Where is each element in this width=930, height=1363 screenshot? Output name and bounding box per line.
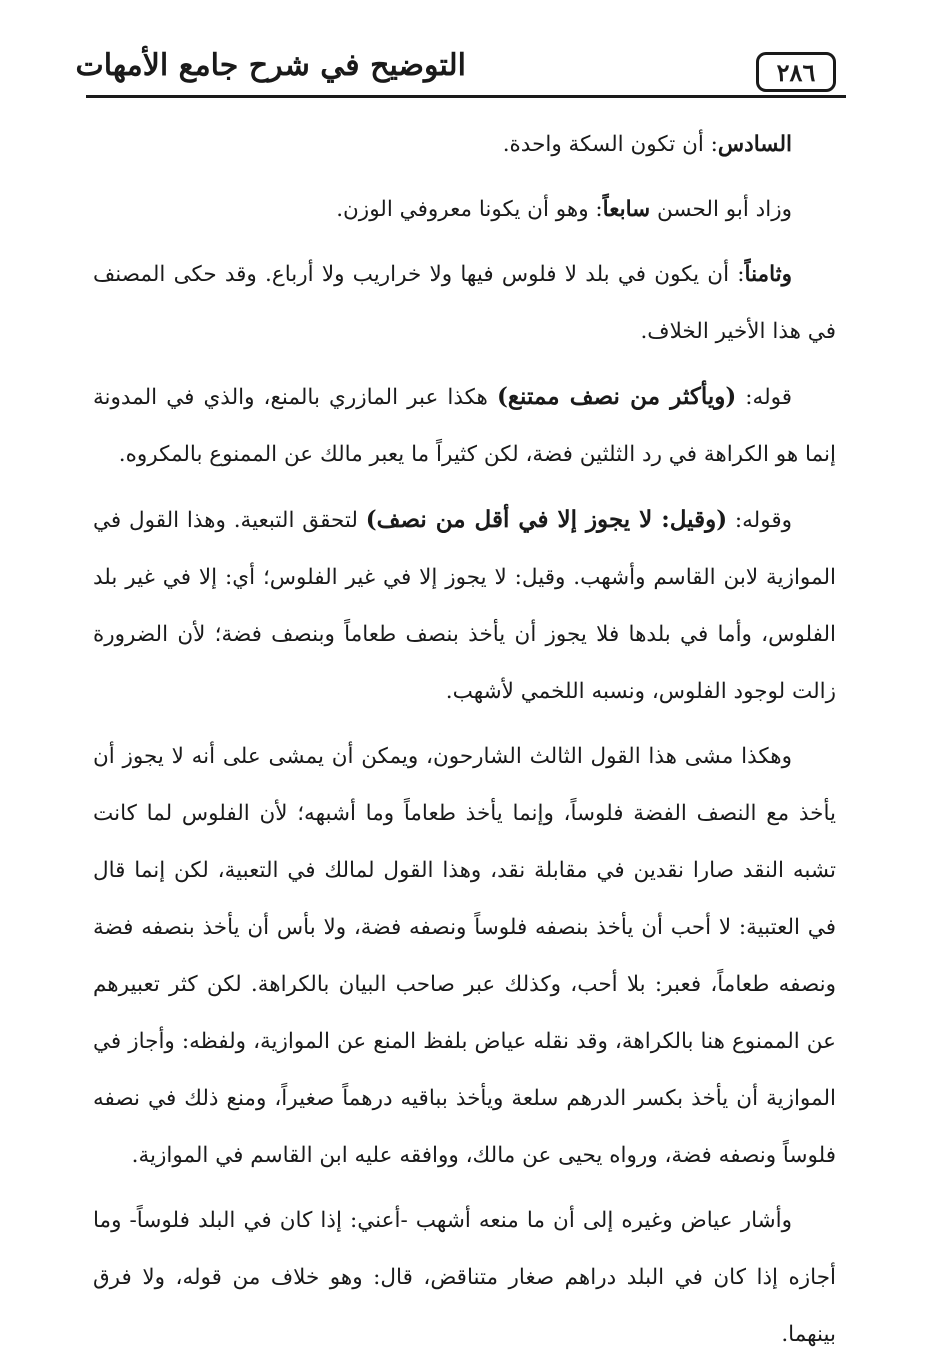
paragraph-lead: السادس	[717, 132, 792, 157]
page-number: ٢٨٦	[776, 57, 816, 87]
paragraph-pre: قوله:	[736, 385, 793, 410]
paragraph-text: لتحقق التبعية. وهذا القول في الموازية لابن القاسم وأشهب. وقيل: لا يجوز إلا في غير الفلوس؛ أي: إلا في غير بلد الفلوس، وأما في بلدها فلا يجوز أن يأخذ بنصف طعاماً وبنصف فضة؛ لأن الضرورة زالت لوجود الفلوس، ونسبه اللخمي لأشهب.	[93, 508, 836, 704]
header-rule	[86, 95, 846, 98]
paragraph	[93, 116, 836, 173]
paragraph-lead: وثامناً	[744, 262, 792, 287]
paragraph-text: وهكذا مشى هذا القول الثالث الشارحون، ويمكن أن يمشى على أنه لا يجوز أن يأخذ مع النصف الفضة فلوساً، وإنما يأخذ طعاماً وما أشبهه؛ لأن الفلوس لما كانت تشبه النقد صارا نقدين في مقابلة نقد، وهذا القول لمالك في التعبية، لكن إنما قال في العتبية: لا أحب أن يأخذ بنصفه فلوساً ونصفه فضة، ولا بأس أن يأخذ بنصفه فضة ونصفه طعاماً، فعبر: بلا أحب، وكذلك عبر صاحب البيان بالكراهة. لكن كثر تعبيرهم عن الممنوع هنا بالكراهة، وقد نقله عياض بلفظ المنع عن الموازية، ولفظه: وأجاز في الموازية أن يأخذ بكسر الدرهم سلعة ويأخذ بباقيه درهماً صغيراً، ومنع ذلك في نصفه فلوساً ونصفه فضة، ورواه يحيى عن مالك، ووافقه عليه ابن القاسم في الموازية.	[93, 744, 837, 1168]
paragraph	[93, 1192, 836, 1363]
running-head-title: التوضيح في شرح جامع الأمهات	[75, 48, 466, 83]
matn-quote: (ويأكثر من نصف ممتنع)	[496, 383, 737, 410]
paragraph-text: : أن تكون السكة واحدة.	[502, 132, 718, 157]
paragraph	[93, 491, 836, 720]
paragraph	[93, 368, 836, 483]
matn-quote: (وقيل: لا يجوز إلا في أقل من نصف)	[365, 506, 728, 533]
paragraph-pre: وزاد أبو الحسن	[650, 197, 792, 222]
paragraph-text: هكذا عبر المازري بالمنع، والذي في المدونة إنما هو الكراهة في رد الثلثين فضة، لكن كثيراً ما يعبر مالك عن الممنوع بالمكروه.	[93, 385, 836, 467]
page-number-box	[756, 52, 836, 92]
paragraph-bold: سابعاً	[602, 197, 651, 222]
paragraph-text: وأشار عياض وغيره إلى أن ما منعه أشهب -أعني: إذا كان في البلد فلوساً- وما أجازه إذا كان في البلد دراهم صغار متناقض، قال: وهو خلاف من قوله، ولا فرق بينهما.	[93, 1208, 836, 1347]
paragraph	[93, 246, 836, 360]
paragraph-pre: وقوله:	[727, 508, 792, 533]
body-text	[93, 116, 836, 1363]
paragraph-text: : أن يكون في بلد لا فلوس فيها ولا خراريب ولا أرباع. وقد حكى المصنف في هذا الأخير الخلاف.	[93, 262, 836, 344]
paragraph	[93, 728, 836, 1184]
paragraph	[93, 181, 836, 238]
paragraph-text: : وهو أن يكونا معروفي الوزن.	[336, 197, 603, 222]
page-header	[75, 40, 846, 100]
